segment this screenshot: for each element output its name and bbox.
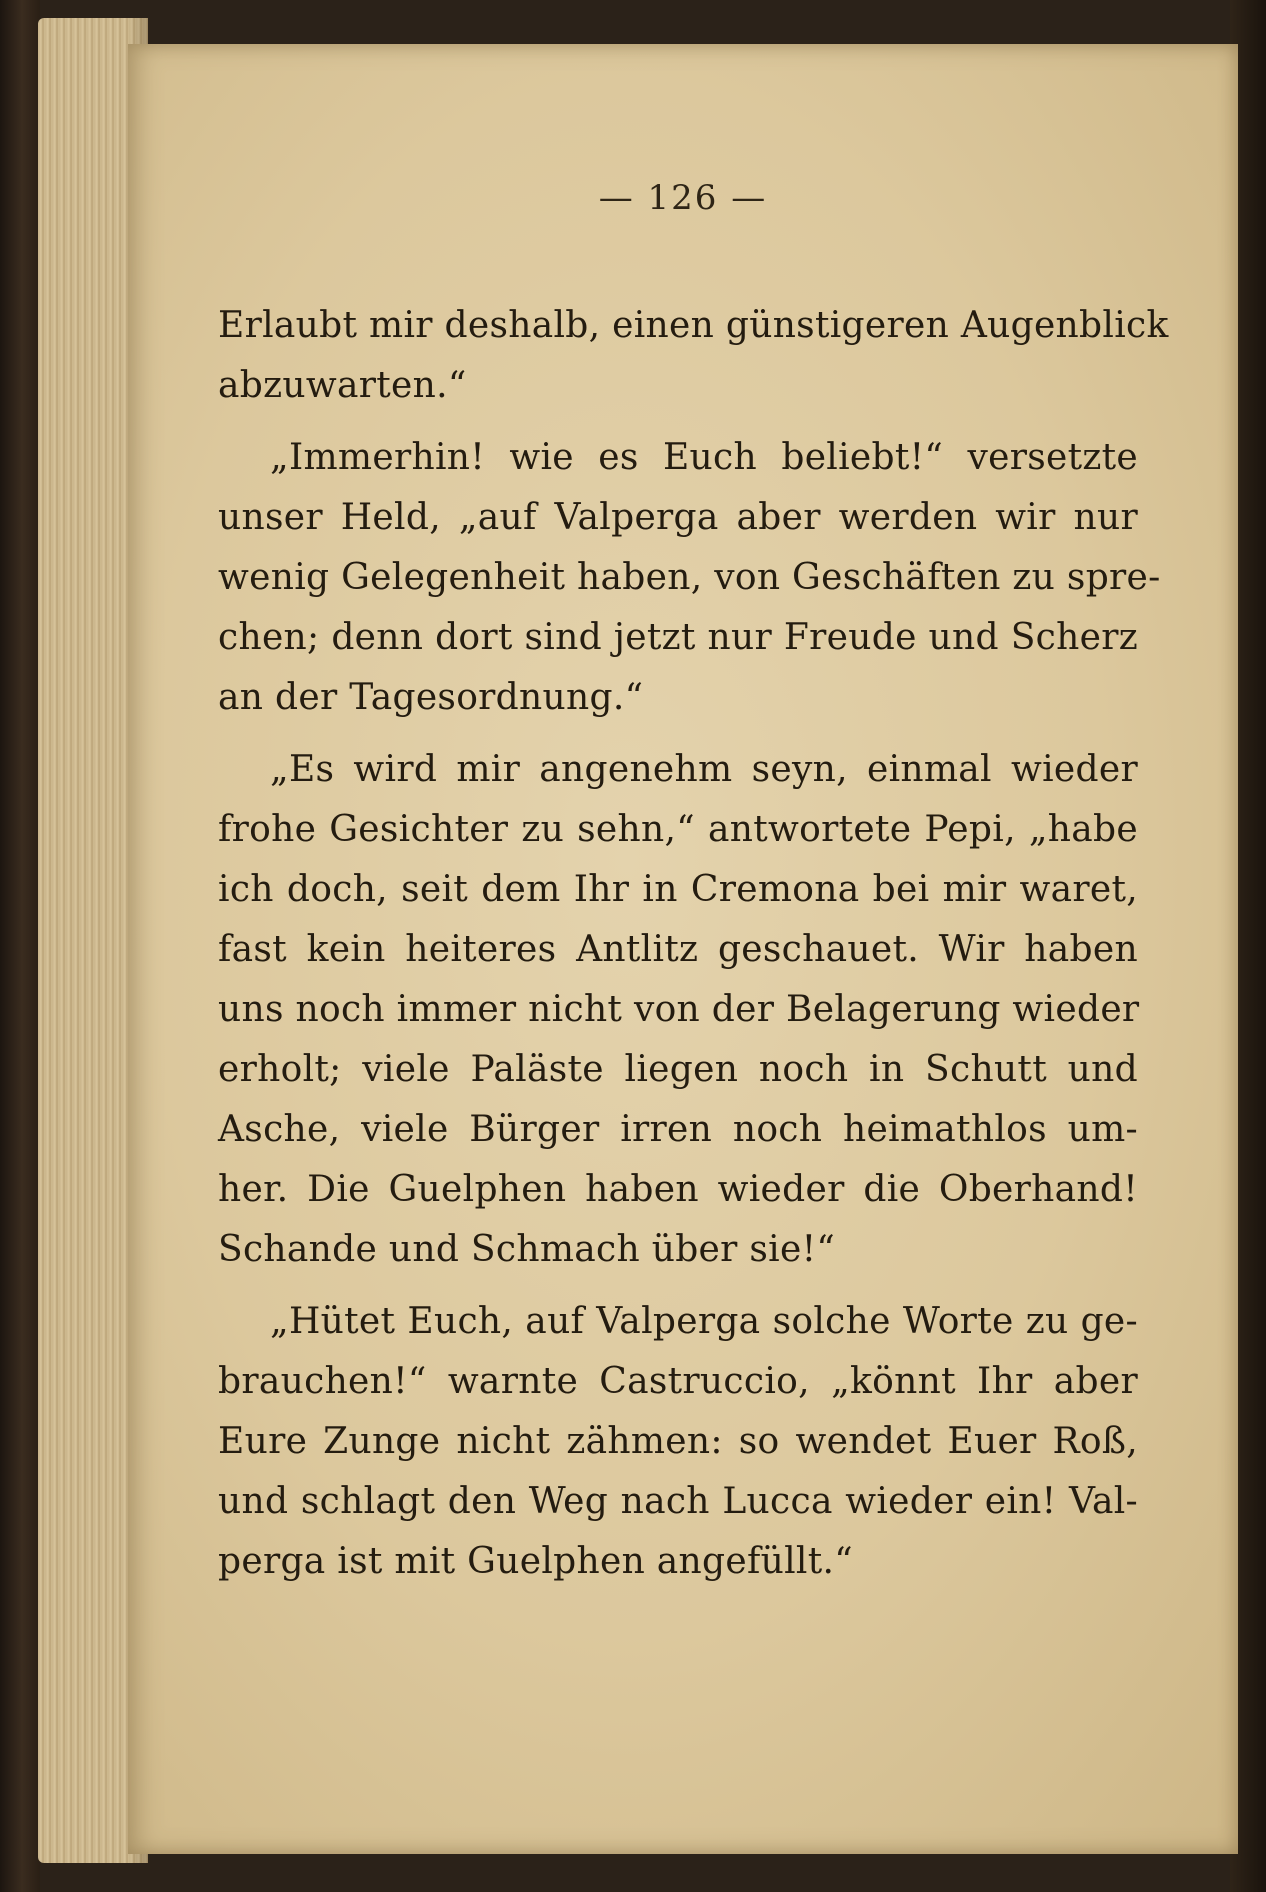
text-line: „Hütet Euch, auf Valperga solche Worte zu ge- (270, 1301, 1138, 1342)
text-line: perga ist mit Guelphen angefüllt.“ (218, 1541, 853, 1582)
text-line: wenig Gelegenheit haben, von Geschäften zu spre- (218, 557, 1161, 598)
text-line: brauchen!“ warnte Castruccio, „könnt Ihr aber (218, 1361, 1138, 1402)
page-number: — 126 — (598, 178, 768, 218)
text-line: fast kein heiteres Antlitz geschauet. Wir haben (218, 929, 1138, 970)
text-line: unser Held, „auf Valperga aber werden wir nur (218, 497, 1138, 538)
text-line: chen; denn dort sind jetzt nur Freude und Scherz (218, 617, 1138, 658)
text-line: frohe Gesichter zu sehn,“ antwortete Pepi, „habe (218, 809, 1138, 850)
text-line: „Immerhin! wie es Euch beliebt!“ versetzte (270, 437, 1138, 478)
text-line: uns noch immer nicht von der Belagerung wieder (218, 989, 1140, 1030)
text-line: ich doch, seit dem Ihr in Cremona bei mir waret, (218, 869, 1138, 910)
text-line: Eure Zunge nicht zähmen: so wendet Euer Roß, (218, 1421, 1138, 1462)
text-line: Erlaubt mir deshalb, einen günstigeren Augenblick (218, 305, 1169, 346)
text-line: „Es wird mir angenehm seyn, einmal wieder (270, 749, 1138, 790)
text-line: her. Die Guelphen haben wieder die Oberhand! (218, 1169, 1138, 1210)
text-line: Asche, viele Bürger irren noch heimathlos um- (218, 1109, 1138, 1150)
body-text (218, 296, 1169, 1592)
text-line: abzuwarten.“ (218, 365, 467, 406)
text-line: Schande und Schmach über sie!“ (218, 1229, 836, 1270)
book-cover-edge (0, 0, 40, 1892)
text-line: und schlagt den Weg nach Lucca wieder ein! Val- (218, 1481, 1138, 1522)
text-line: erholt; viele Paläste liegen noch in Schutt und (218, 1049, 1138, 1090)
text-line: an der Tagesordnung.“ (218, 677, 644, 718)
